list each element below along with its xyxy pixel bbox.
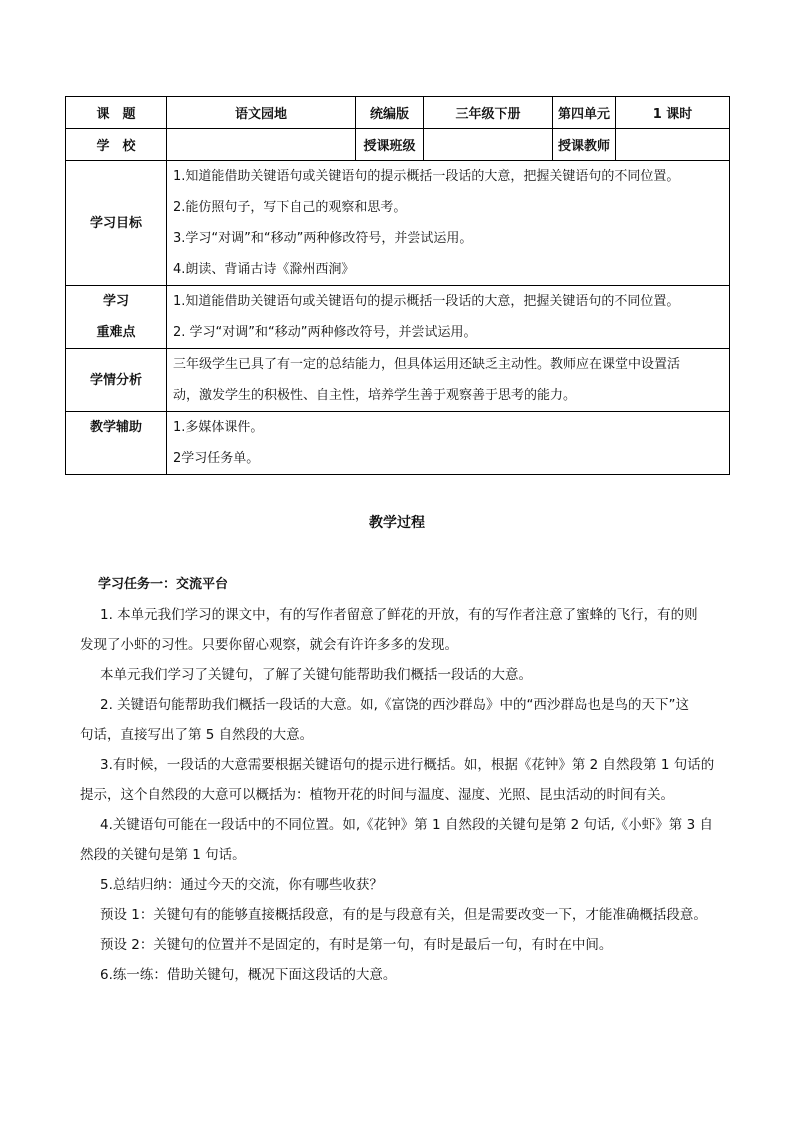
goal-item: 3.学习“对调”和“移动”两种修改符号，并尝试运用。 <box>173 231 473 246</box>
paragraph-line: 预设 2：关键句的位置并不是固定的，有时是第一句，有时是最后一句，有时在中间。 <box>100 937 613 953</box>
analysis-content <box>167 349 730 412</box>
period-cell: 1 课时 <box>616 97 730 129</box>
paragraph-line: 5.总结归纳：通过今天的交流，你有哪些收获？ <box>100 877 383 893</box>
edition-cell: 统编版 <box>356 97 424 129</box>
goal-item: 1.知道能借助关键语句或关键语句的提示概括一段话的大意，把握关键语句的不同位置。 <box>173 169 680 184</box>
paragraph-line: 句话，直接写出了第 5 自然段的大意。 <box>80 727 314 743</box>
paragraph-line: 预设 1：关键句有的能够直接概括段意，有的是与段意有关，但是需要改变一下，才能准确概括段意。 <box>100 907 707 923</box>
table-row <box>66 412 730 475</box>
analysis-label: 学情分析 <box>66 349 167 412</box>
paragraph-line: 提示，这个自然段的大意可以概括为：植物开花的时间与温度、湿度、光照、昆虫活动的时间有关。 <box>80 787 674 803</box>
goal-item: 2.能仿照句子，写下自己的观察和思考。 <box>173 200 407 215</box>
paragraph-line: 本单元我们学习了关键句，了解了关键句能帮助我们概括一段话的大意。 <box>100 667 532 683</box>
table-row <box>66 286 730 349</box>
table-row <box>66 97 730 129</box>
analysis-line: 动，激发学生的积极性、自主性，培养学生善于观察善于思考的能力。 <box>173 388 577 403</box>
unit-cell: 第四单元 <box>553 97 616 129</box>
paragraph-line: 6.练一练：借助关键句，概况下面这段话的大意。 <box>100 967 397 983</box>
teacher-label: 授课教师 <box>553 129 616 161</box>
class-value <box>424 129 553 161</box>
task1-title: 学习任务一：交流平台 <box>98 577 229 592</box>
paragraph-line: 3.有时候，一段话的大意需要根据关键语句的提示进行概括。如，根据《花钟》第 2 自然段第 1 句话的 <box>100 757 715 773</box>
class-label: 授课班级 <box>356 129 424 161</box>
school-label: 学 校 <box>66 129 167 161</box>
grade-cell: 三年级下册 <box>424 97 553 129</box>
table-row <box>66 349 730 412</box>
aids-label: 教学辅助 <box>66 412 167 475</box>
table-row <box>66 161 730 286</box>
process-body <box>80 570 730 990</box>
topic-label: 课 题 <box>66 97 167 129</box>
goal-item: 4.朗读、背诵古诗《滁州西涧》 <box>173 262 355 277</box>
key-point-item: 2. 学习“对调”和“移动”两种修改符号，并尝试运用。 <box>173 325 477 340</box>
analysis-line: 三年级学生已具了有一定的总结能力，但具体运用还缺乏主动性。教师应在课堂中设置活 <box>173 357 681 372</box>
paragraph-line: 4.关键语句可能在一段话中的不同位置。如,《花钟》第 1 自然段的关键句是第 2 句话,《小虾》第 3 自 <box>100 817 713 833</box>
goals-content <box>167 161 730 286</box>
aids-content <box>167 412 730 475</box>
key-points-content <box>167 286 730 349</box>
goals-label: 学习目标 <box>66 161 167 286</box>
key-point-item: 1.知道能借助关键语句或关键语句的提示概括一段话的大意，把握关键语句的不同位置。 <box>173 294 680 309</box>
key-points-label: 学习 重难点 <box>66 286 167 349</box>
process-title: 教学过程 <box>369 515 425 531</box>
table-row <box>66 129 730 161</box>
teacher-value <box>616 129 730 161</box>
lesson-info-table <box>65 96 730 475</box>
paragraph-line: 发现了小虾的习性。只要你留心观察，就会有许许多多的发现。 <box>80 637 458 653</box>
topic-value: 语文园地 <box>167 97 356 129</box>
aid-item: 1.多媒体课件。 <box>173 420 264 435</box>
school-value <box>167 129 356 161</box>
paragraph-line: 然段的关键句是第 1 句话。 <box>80 847 246 863</box>
paragraph-line: 1. 本单元我们学习的课文中，有的写作者留意了鲜花的开放，有的写作者注意了蜜蜂的飞行，有的则 <box>100 607 698 623</box>
paragraph-line: 2. 关键语句能帮助我们概括一段话的大意。如,《富饶的西沙群岛》中的“西沙群岛也是鸟的天下”这 <box>100 697 689 713</box>
aid-item: 2学习任务单。 <box>173 451 260 466</box>
